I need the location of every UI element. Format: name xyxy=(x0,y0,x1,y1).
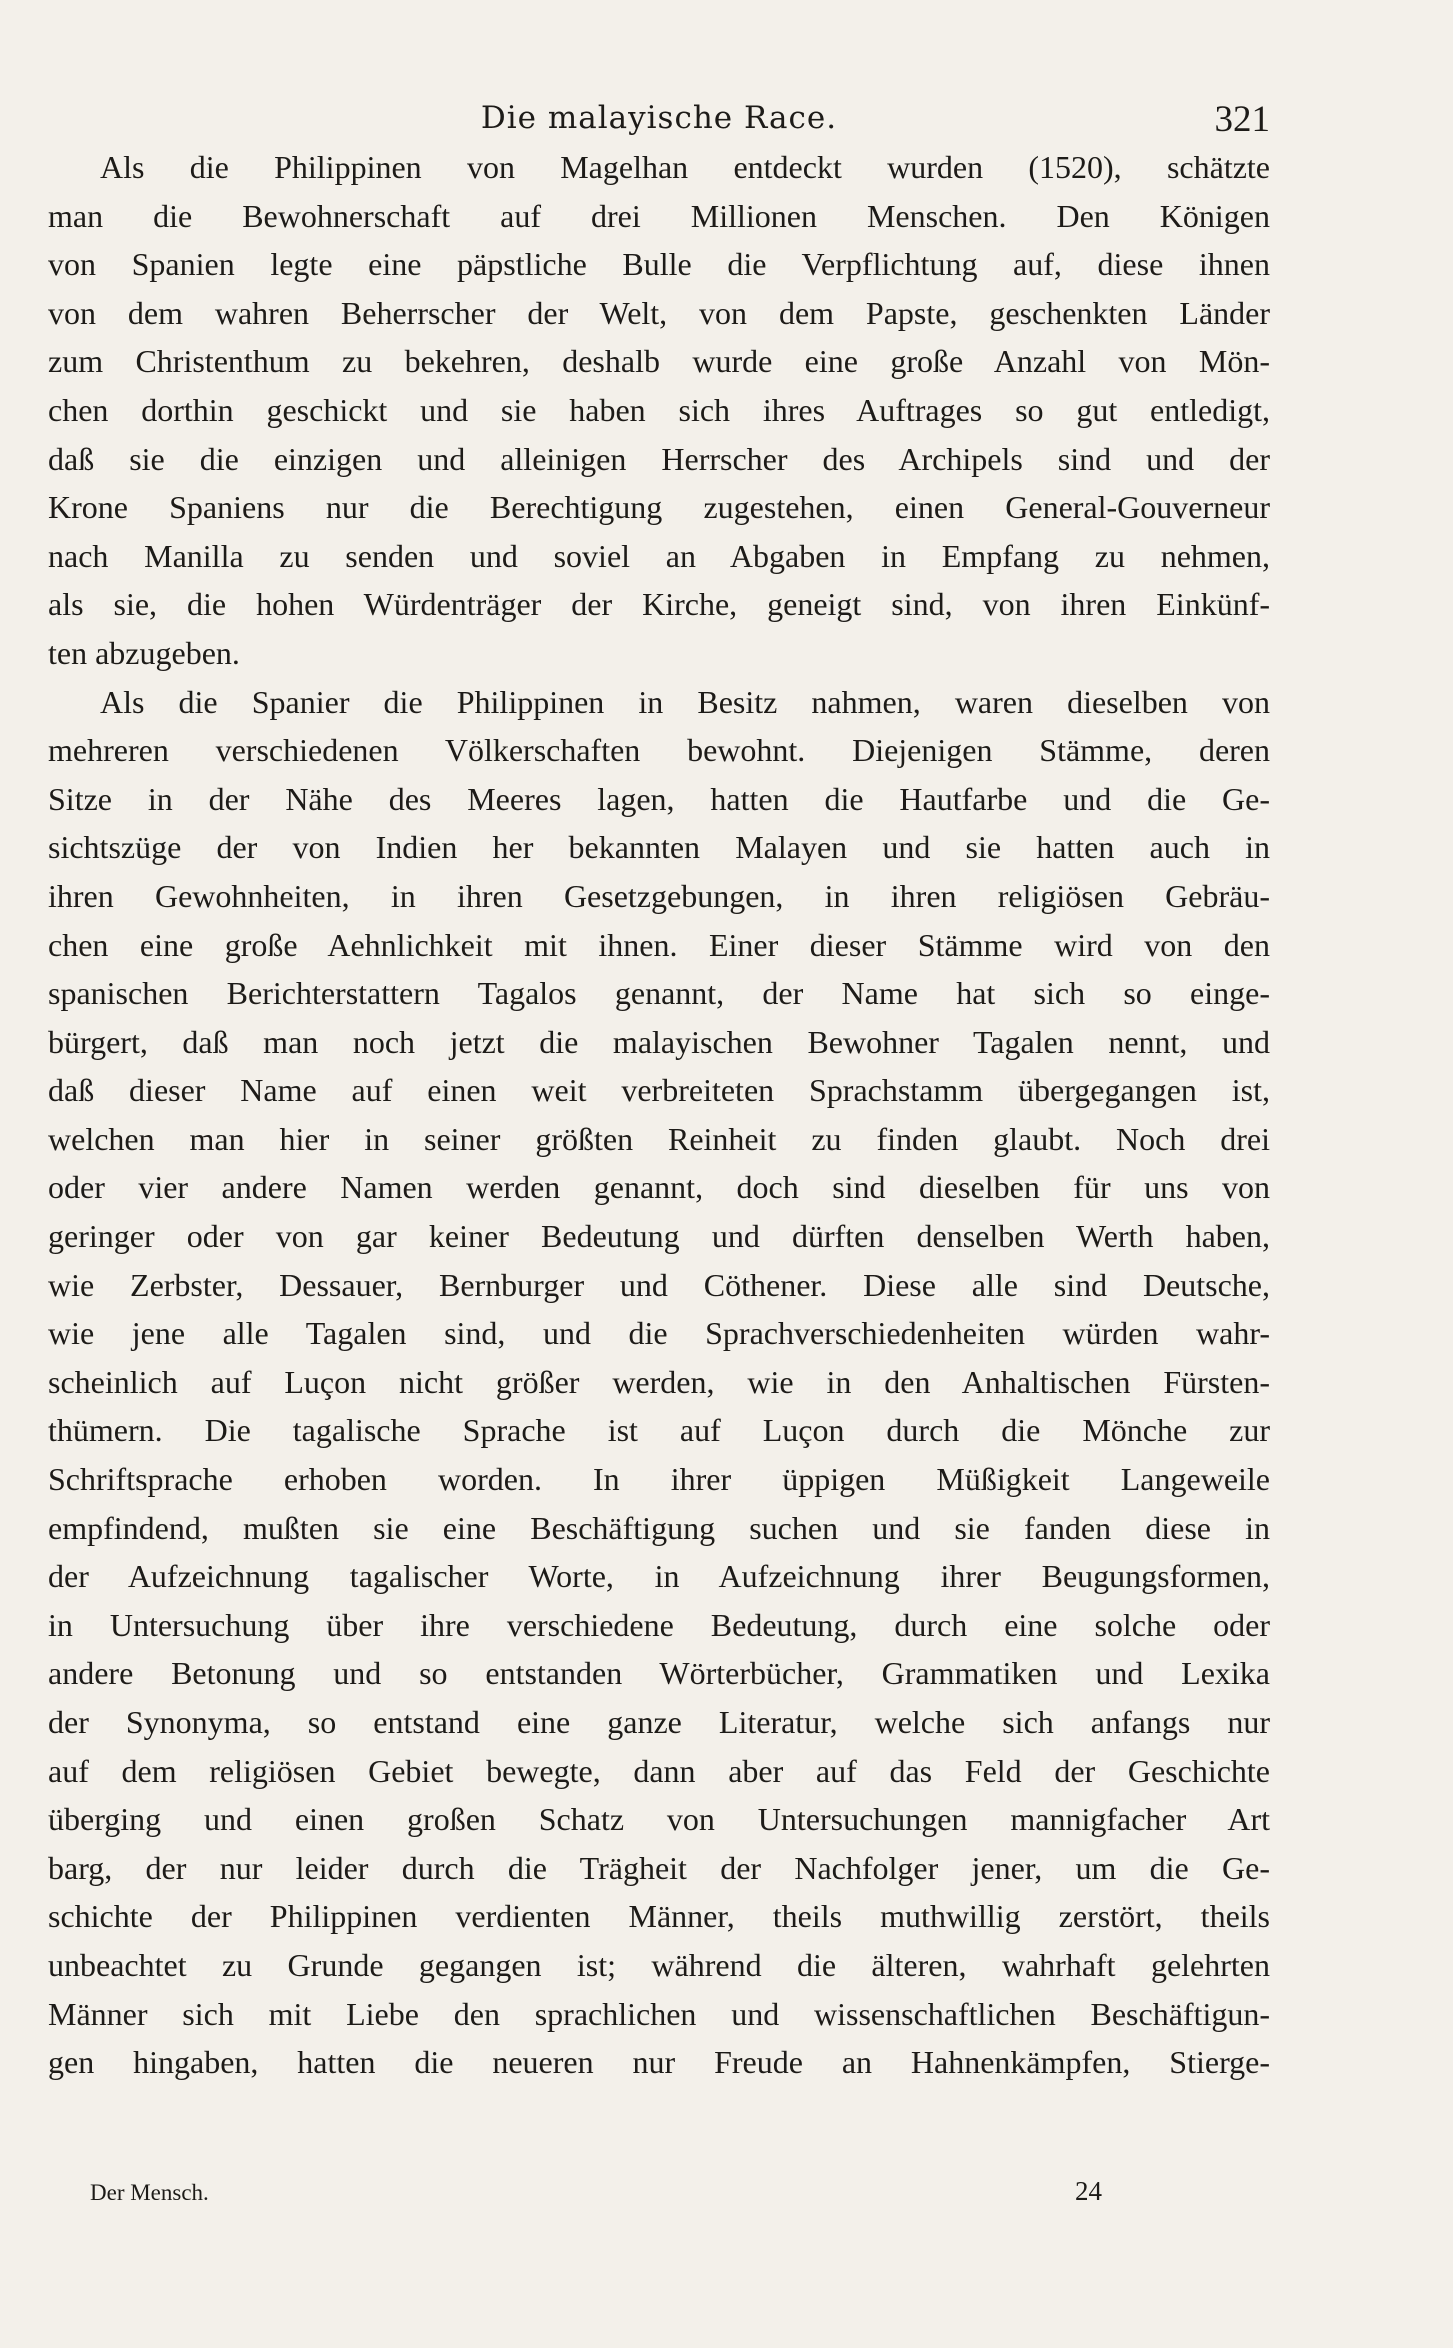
text-line: man die Bewohnerschaft auf drei Millionen Menschen. Den Königen xyxy=(48,197,1270,234)
text-line: chen eine große Aehnlichkeit mit ihnen. Einer dieser Stämme wird von den xyxy=(48,926,1270,963)
text-line: chen dorthin geschickt und sie haben sich ihres Auftrages so gut entledigt, xyxy=(48,391,1270,428)
text-line: daß sie die einzigen und alleinigen Herrscher des Archipels sind und der xyxy=(48,440,1270,477)
text-line: geringer oder von gar keiner Bedeutung und dürften denselben Werth haben, xyxy=(48,1218,1270,1255)
text-line: Als die Philippinen von Magelhan entdeckt wurden (1520), schätzte xyxy=(100,149,1270,185)
text-line: schichte der Philippinen verdienten Männer, theils muthwillig zerstört, theils xyxy=(48,1898,1270,1935)
text-line: welchen man hier in seiner größten Reinheit zu finden glaubt. Noch drei xyxy=(48,1120,1270,1157)
text-line: Sitze in der Nähe des Meeres lagen, hatten die Hautfarbe und die Ge- xyxy=(48,780,1270,817)
text-line: Als die Spanier die Philippinen in Besitz nahmen, waren dieselben von xyxy=(100,683,1270,720)
text-line: unbeachtet zu Grunde gegangen ist; während die älteren, wahrhaft gelehrten xyxy=(48,1946,1270,1983)
text-line: Krone Spaniens nur die Berechtigung zugestehen, einen General-Gouverneur xyxy=(48,489,1270,526)
text-line: der Aufzeichnung tagalischer Worte, in Aufzeichnung ihrer Beugungsformen, xyxy=(48,1558,1270,1595)
text-line: wie Zerbster, Dessauer, Bernburger und Cöthener. Diese alle sind Deutsche, xyxy=(48,1266,1270,1303)
text-line: Männer sich mit Liebe den sprachlichen und wissenschaftlichen Beschäftigun- xyxy=(48,1995,1270,2032)
text-line: von Spanien legte eine päpstliche Bulle die Verpflichtung auf, diese ihnen xyxy=(48,246,1270,283)
text-line: thümern. Die tagalische Sprache ist auf Luçon durch die Mönche zur xyxy=(48,1412,1270,1449)
text-line: Schriftsprache erhoben worden. In ihrer üppigen Müßigkeit Langeweile xyxy=(48,1461,1270,1498)
text-line: ten abzugeben. xyxy=(48,634,240,671)
text-line: mehreren verschiedenen Völkerschaften bewohnt. Diejenigen Stämme, deren xyxy=(48,732,1270,769)
sheet-number: 24 xyxy=(1075,2176,1102,2206)
body-text xyxy=(48,143,1270,2087)
text-line: oder vier andere Namen werden genannt, doch sind dieselben für uns von xyxy=(48,1169,1270,1206)
text-line: andere Betonung und so entstanden Wörterbücher, Grammatiken und Lexika xyxy=(48,1655,1270,1692)
text-line: spanischen Berichterstattern Tagalos genannt, der Name hat sich so einge- xyxy=(48,975,1270,1012)
running-title: Die malayische Race. xyxy=(480,100,838,136)
text-line: von dem wahren Beherrscher der Welt, von dem Papste, geschenkten Länder xyxy=(48,294,1270,331)
text-line: daß dieser Name auf einen weit verbreiteten Sprachstamm übergegangen ist, xyxy=(48,1072,1270,1109)
text-line: in Untersuchung über ihre verschiedene Bedeutung, durch eine solche oder xyxy=(48,1606,1270,1643)
page-number: 321 xyxy=(1214,99,1270,140)
running-head xyxy=(48,96,1270,146)
text-line: nach Manilla zu senden und soviel an Abgaben in Empfang zu nehmen, xyxy=(48,537,1270,574)
text-line: sichtszüge der von Indien her bekannten Malayen und sie hatten auch in xyxy=(48,829,1270,866)
text-line: überging und einen großen Schatz von Untersuchungen mannigfacher Art xyxy=(48,1801,1270,1838)
signature-mark: Der Mensch. xyxy=(90,2180,209,2205)
text-line: der Synonyma, so entstand eine ganze Literatur, welche sich anfangs nur xyxy=(48,1704,1270,1740)
page-footer xyxy=(90,2174,1120,2214)
text-line: empfindend, mußten sie eine Beschäftigung suchen und sie fanden diese in xyxy=(48,1509,1270,1546)
text-line: wie jene alle Tagalen sind, und die Sprachverschiedenheiten würden wahr- xyxy=(48,1315,1270,1352)
text-line: als sie, die hohen Würdenträger der Kirche, geneigt sind, von ihren Einkünf- xyxy=(48,586,1270,623)
text-line: zum Christenthum zu bekehren, deshalb wurde eine große Anzahl von Mön- xyxy=(48,343,1270,380)
text-line: gen hingaben, hatten die neueren nur Freude an Hahnenkämpfen, Stierge- xyxy=(48,2044,1270,2081)
text-line: ihren Gewohnheiten, in ihren Gesetzgebungen, in ihren religiösen Gebräu- xyxy=(48,877,1270,914)
text-line: bürgert, daß man noch jetzt die malayischen Bewohner Tagalen nennt, und xyxy=(48,1023,1270,1060)
text-line: auf dem religiösen Gebiet bewegte, dann aber auf das Feld der Geschichte xyxy=(48,1752,1270,1789)
text-line: scheinlich auf Luçon nicht größer werden, wie in den Anhaltischen Fürsten- xyxy=(48,1363,1270,1400)
text-line: barg, der nur leider durch die Trägheit der Nachfolger jener, um die Ge- xyxy=(48,1849,1270,1886)
